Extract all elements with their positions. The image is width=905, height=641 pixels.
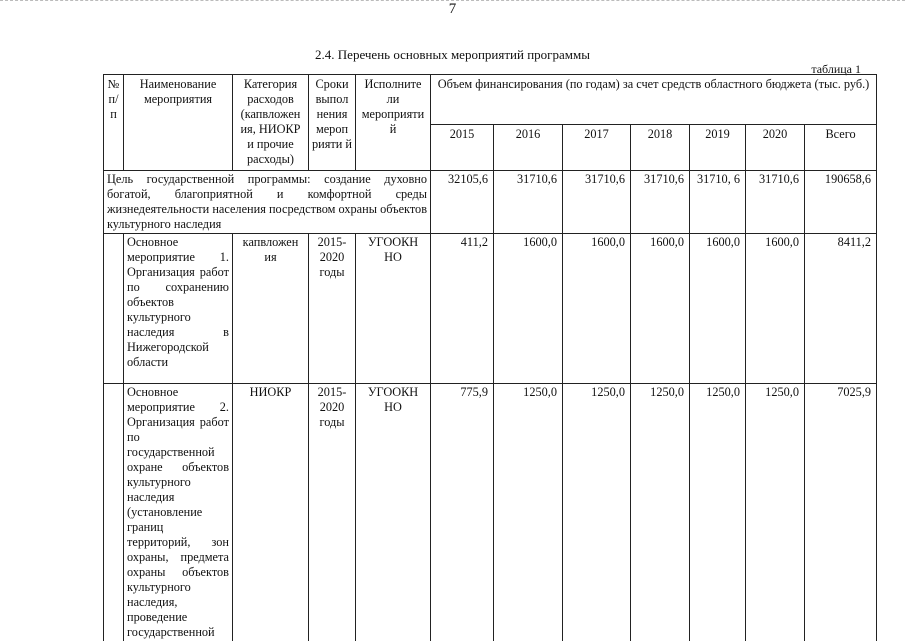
row-value-2020: 1250,0	[746, 384, 805, 641]
header-funding: Объем финансирования (по годам) за счет средств областного бюджета (тыс. руб.)	[431, 75, 877, 125]
row-terms: 2015- 2020 годы	[309, 234, 356, 384]
header-year-2016: 2016	[494, 125, 563, 171]
row-value-2017: 1250,0	[563, 384, 631, 641]
header-terms: Сроки выпол нения мероп рияти й	[309, 75, 356, 171]
row-value-2018: 1250,0	[631, 384, 690, 641]
row-num	[104, 234, 124, 384]
goal-value-2018: 31710,6	[631, 171, 690, 234]
header-year-2017: 2017	[563, 125, 631, 171]
header-category: Категория расходов (капвложен ия, НИОКР и прочие расходы)	[233, 75, 309, 171]
header-executor: Исполните ли мероприяти й	[356, 75, 431, 171]
header-year-2020: 2020	[746, 125, 805, 171]
row-value-total: 7025,9	[805, 384, 877, 641]
row-num	[104, 384, 124, 641]
row-value-total: 8411,2	[805, 234, 877, 384]
row-name: Основное мероприятие 1. Организация работ по сохранению объектов культурного наследия в Нижегородской области	[124, 234, 233, 384]
goal-value-total: 190658,6	[805, 171, 877, 234]
table-label: таблица 1	[811, 62, 861, 77]
header-num: № п/ п	[104, 75, 124, 171]
page-number: 7	[0, 1, 905, 18]
row-value-2019: 1600,0	[690, 234, 746, 384]
section-title: 2.4. Перечень основных мероприятий программы	[0, 47, 905, 63]
goal-text: Цель государственной программы: создание духовно богатой, благоприятной и комфортной среды жизнедеятельности населения посредством охраны объектов культурного наследия	[104, 171, 431, 234]
row-value-2015: 775,9	[431, 384, 494, 641]
header-year-2015: 2015	[431, 125, 494, 171]
table-row	[104, 384, 877, 641]
row-terms: 2015- 2020 годы	[309, 384, 356, 641]
row-executor: УГООКН НО	[356, 234, 431, 384]
row-value-2016: 1600,0	[494, 234, 563, 384]
row-name: Основное мероприятие 2. Организация работ по государственной охране объектов культурного наследия (установление границ территорий, зон охраны, предмета охраны объектов культурного наследия, проведение государственной	[124, 384, 233, 641]
measures-table	[103, 74, 877, 641]
header-year-2019: 2019	[690, 125, 746, 171]
row-value-2017: 1600,0	[563, 234, 631, 384]
row-value-2020: 1600,0	[746, 234, 805, 384]
goal-value-2017: 31710,6	[563, 171, 631, 234]
row-value-2019: 1250,0	[690, 384, 746, 641]
goal-value-2020: 31710,6	[746, 171, 805, 234]
goal-value-2019: 31710, 6	[690, 171, 746, 234]
header-name: Наименование мероприятия	[124, 75, 233, 171]
row-category: НИОКР	[233, 384, 309, 641]
row-value-2015: 411,2	[431, 234, 494, 384]
row-value-2016: 1250,0	[494, 384, 563, 641]
row-value-2018: 1600,0	[631, 234, 690, 384]
table-row	[104, 234, 877, 384]
row-category: капвложен ия	[233, 234, 309, 384]
header-year-2018: 2018	[631, 125, 690, 171]
goal-row	[104, 171, 877, 234]
row-executor: УГООКН НО	[356, 384, 431, 641]
goal-value-2015: 32105,6	[431, 171, 494, 234]
header-total: Всего	[805, 125, 877, 171]
goal-value-2016: 31710,6	[494, 171, 563, 234]
